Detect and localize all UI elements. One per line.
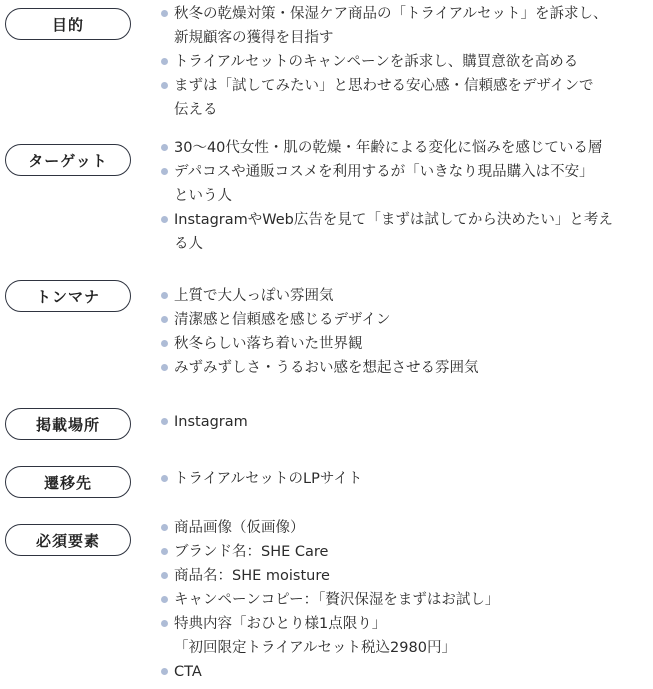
list-item-text: ブランド名：SHE Care (174, 544, 329, 560)
list-item (161, 540, 649, 564)
list-item-text: デパコスや通販コスメを利用するが「いきなり現品購入は不安」 という人 (174, 164, 594, 204)
purpose-list (161, 2, 649, 122)
bullet-dot-icon (161, 475, 168, 482)
list-item (161, 136, 649, 160)
tone-list (161, 284, 649, 380)
list-item (161, 50, 649, 74)
label-target: ターゲット (5, 144, 131, 176)
list-item (161, 74, 649, 122)
list-item-text: キャンペーンコピー：「贅沢保湿をまずはお試し」 (174, 592, 500, 608)
bullet-dot-icon (161, 10, 168, 17)
label-destination: 遷移先 (5, 466, 131, 498)
list-item (161, 332, 649, 356)
bullet-dot-icon (161, 572, 168, 579)
list-item-text: トライアルセットのLPサイト (174, 471, 363, 487)
bullet-dot-icon (161, 316, 168, 323)
list-item-text: InstagramやWeb広告を見て「まずは試してから決めたい」と考え る人 (174, 212, 613, 252)
list-item-text: CTA (174, 664, 202, 680)
list-item (161, 564, 649, 588)
list-item-text: 上質で大人っぽい雰囲気 (174, 288, 334, 304)
list-item-text: 秋冬らしい落ち着いた世界観 (174, 336, 363, 352)
list-item (161, 467, 649, 491)
list-item (161, 2, 649, 50)
bullet-dot-icon (161, 144, 168, 151)
bullet-dot-icon (161, 620, 168, 627)
list-item-text: Instagram (174, 414, 248, 430)
bullet-dot-icon (161, 216, 168, 223)
list-item-text: みずみずしさ・うるおい感を想起させる雰囲気 (174, 360, 479, 376)
placement-list (161, 410, 649, 434)
bullet-dot-icon (161, 58, 168, 65)
list-item (161, 160, 649, 208)
bullet-dot-icon (161, 340, 168, 347)
list-item (161, 516, 649, 540)
list-item (161, 284, 649, 308)
list-item (161, 660, 649, 684)
list-item (161, 356, 649, 380)
bullet-dot-icon (161, 364, 168, 371)
list-item-text: 秋冬の乾燥対策・保湿ケア商品の「トライアルセット」を訴求し、 新規顧客の獲得を目指す (174, 6, 608, 46)
label-purpose: 目的 (5, 8, 131, 40)
label-required-elements: 必須要素 (5, 524, 131, 556)
list-item-text: 清潔感と信頼感を感じるデザイン (174, 312, 391, 328)
list-item-text: トライアルセットのキャンペーンを訴求し、購買意欲を高める (174, 54, 579, 70)
list-item-text: 商品名：SHE moisture (174, 568, 330, 584)
target-list (161, 136, 649, 256)
list-item (161, 208, 649, 256)
destination-list (161, 467, 649, 491)
list-item-text: 商品画像（仮画像） (174, 520, 305, 536)
bullet-dot-icon (161, 668, 168, 675)
list-item-text: 30〜40代女性・肌の乾燥・年齢による変化に悩みを感じている層 (174, 140, 603, 156)
label-tone-and-manner: トンマナ (5, 280, 131, 312)
list-item (161, 612, 649, 660)
list-item (161, 410, 649, 434)
bullet-dot-icon (161, 168, 168, 175)
required-elements-list (161, 516, 649, 684)
list-item (161, 588, 649, 612)
bullet-dot-icon (161, 596, 168, 603)
label-placement: 掲載場所 (5, 408, 131, 440)
bullet-dot-icon (161, 292, 168, 299)
list-item (161, 308, 649, 332)
bullet-dot-icon (161, 524, 168, 531)
bullet-dot-icon (161, 548, 168, 555)
list-item-text: 特典内容「おひとり様1点限り」 「初回限定トライアルセット税込2980円」 (174, 616, 456, 656)
bullet-dot-icon (161, 82, 168, 89)
bullet-dot-icon (161, 418, 168, 425)
list-item-text: まずは「試してみたい」と思わせる安心感・信頼感をデザインで 伝える (174, 78, 594, 118)
